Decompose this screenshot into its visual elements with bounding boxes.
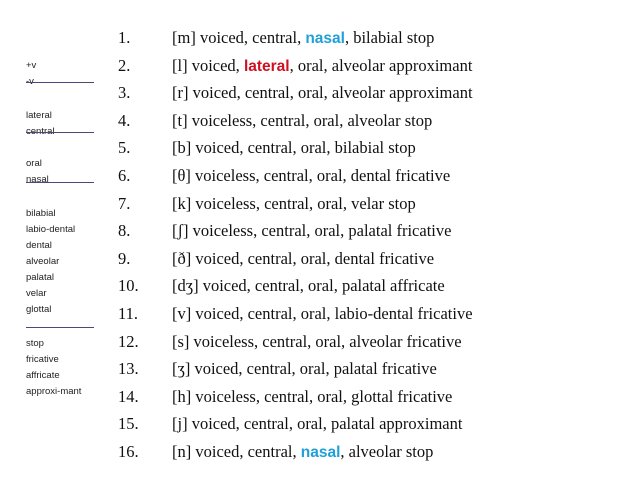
item-number: 15. (118, 414, 139, 434)
list-item (118, 272, 618, 300)
item-number: 4. (118, 110, 131, 130)
description-text: [m] voiced, central, (172, 28, 306, 47)
item-number: 16. (118, 441, 139, 461)
legend-divider (26, 82, 94, 83)
item-description (172, 134, 416, 162)
item-description (172, 79, 473, 107)
place-group (26, 206, 96, 318)
legend-label: +v (26, 60, 37, 71)
legend-label: affricate (26, 370, 60, 381)
description-text: [ʒ] voiced, central, oral, palatal fricative (172, 359, 437, 379)
item-description (172, 328, 462, 356)
highlighted-feature: nasal (300, 443, 341, 461)
manner-group (26, 336, 96, 400)
item-description (172, 162, 450, 190)
laterality-group (26, 108, 96, 140)
list-item (118, 24, 618, 52)
list-item (118, 162, 618, 190)
highlighted-feature: lateral (243, 57, 290, 75)
list-item (118, 190, 618, 218)
item-description (172, 410, 462, 438)
description-text: [θ] voiceless, central, oral, dental fricative (172, 165, 451, 185)
list-item (118, 245, 618, 273)
list-item (118, 134, 618, 162)
description-text: [k] voiceless, central, oral, velar stop (172, 193, 416, 213)
list-item (118, 52, 618, 80)
item-number: 11. (118, 303, 139, 323)
legend-label: bilabial (26, 208, 56, 219)
legend-label: nasal (26, 174, 49, 185)
item-description (172, 355, 437, 383)
consonant-list (118, 24, 618, 466)
list-item (118, 355, 618, 383)
voicing-group (26, 58, 96, 90)
item-number: 3. (118, 83, 131, 103)
legend-divider (26, 182, 94, 183)
item-description (172, 272, 445, 300)
item-description (172, 107, 432, 135)
description-text: [s] voiceless, central, oral, alveolar fricative (172, 331, 462, 351)
description-text: [b] voiced, central, oral, bilabial stop (172, 138, 416, 158)
item-number: 6. (118, 165, 131, 185)
item-description (172, 217, 451, 245)
legend-label: glottal (26, 304, 52, 315)
legend-label: oral (26, 158, 42, 169)
list-item (118, 300, 618, 328)
list-item (118, 79, 618, 107)
description-text: [v] voiced, central, oral, labio-dental fricative (172, 303, 473, 323)
item-description (172, 438, 433, 467)
item-number: 10. (118, 276, 139, 296)
description-text: [dʒ] voiced, central, oral, palatal affricate (172, 276, 445, 296)
description-text: [ʃ] voiceless, central, oral, palatal fricative (172, 221, 452, 241)
legend-label: alveolar (26, 256, 60, 267)
item-description (172, 52, 472, 81)
description-text: [r] voiced, central, oral, alveolar approximant (172, 83, 473, 103)
legend-label: approxi-mant (26, 386, 82, 397)
legend-label: central (26, 126, 55, 137)
list-item (118, 107, 618, 135)
item-description (172, 24, 434, 53)
item-number: 14. (118, 386, 139, 406)
description-text: [j] voiced, central, oral, palatal approximant (172, 414, 463, 434)
item-description (172, 245, 434, 273)
legend-label: stop (26, 338, 44, 349)
item-number: 2. (118, 55, 131, 75)
item-number: 7. (118, 193, 131, 213)
description-text: [l] voiced, (172, 55, 244, 75)
legend-label: palatal (26, 272, 54, 283)
description-text: [n] voiced, central, (172, 441, 301, 461)
highlighted-feature: nasal (305, 30, 345, 47)
description-text: , alveolar stop (340, 441, 434, 461)
list-item (118, 383, 618, 411)
item-number: 1. (118, 28, 131, 47)
list-item (118, 328, 618, 356)
legend-divider (26, 132, 94, 133)
description-text: [ð] voiced, central, oral, dental fricative (172, 248, 435, 268)
list-item (118, 410, 618, 438)
list-item (118, 217, 618, 245)
description-text: , oral, alveolar approximant (289, 55, 473, 75)
item-number: 13. (118, 359, 139, 379)
legend-label: -v (26, 76, 34, 87)
item-number: 9. (118, 248, 131, 268)
item-number: 5. (118, 138, 131, 158)
legend-label: fricative (26, 354, 59, 365)
description-text: [h] voiceless, central, oral, glottal fricative (172, 386, 453, 406)
item-description (172, 190, 416, 218)
legend-label: labio-dental (26, 224, 76, 235)
description-text: , bilabial stop (344, 28, 435, 47)
legend-label: lateral (26, 110, 52, 121)
item-number: 12. (118, 331, 139, 351)
legend-label: velar (26, 288, 47, 299)
item-description (172, 383, 452, 411)
legend-label: dental (26, 240, 52, 251)
list-item (118, 438, 618, 466)
item-description (172, 300, 473, 328)
nasality-group (26, 156, 96, 188)
item-number: 8. (118, 221, 131, 241)
description-text: [t] voiceless, central, oral, alveolar stop (172, 110, 433, 130)
legend-divider (26, 327, 94, 328)
